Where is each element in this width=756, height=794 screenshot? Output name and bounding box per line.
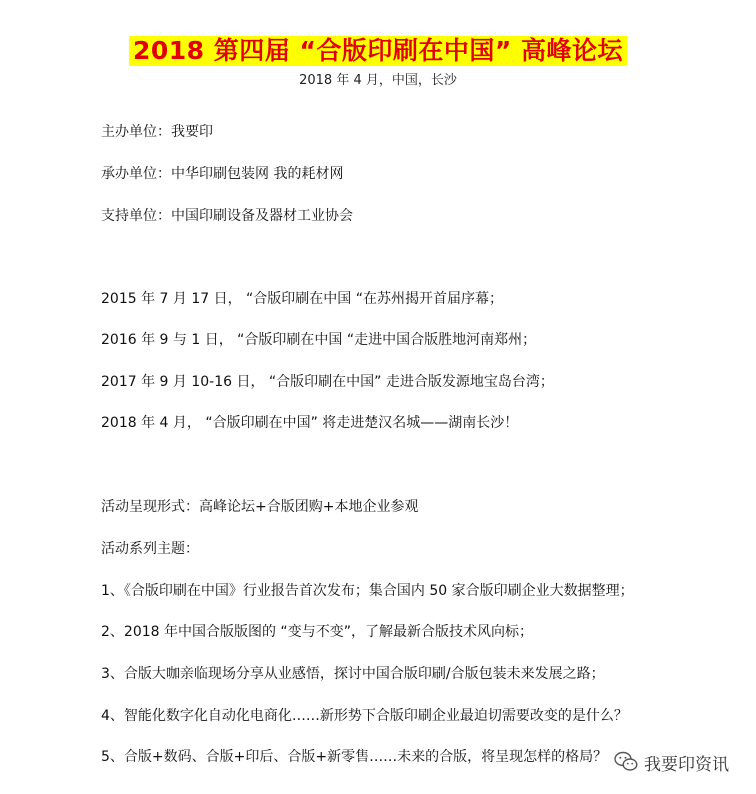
theme-item: 4、智能化数字化自动化电商化……新形势下合版印刷企业最迫切需要改变的是什么？ <box>101 708 628 724</box>
title-wrap <box>0 36 756 66</box>
watermark-text: 我要印资讯 <box>644 754 729 775</box>
themes-heading: 活动系列主题： <box>101 541 199 557</box>
history-item: 2016 年 9 与 1 日， “合版印刷在中国 “走进中国合版胜地河南郑州； <box>101 332 537 348</box>
theme-item: 5、合版+数码、合版+印后、合版+新零售……未来的合版，将呈现怎样的格局？ <box>101 749 608 765</box>
theme-item: 3、合版大咖亲临现场分享从业感悟，探讨中国合版印刷/合版包装未来发展之路； <box>101 666 605 682</box>
organizer-supporter: 支持单位：中国印刷设备及器材工业协会 <box>101 208 353 224</box>
history-item: 2018 年 4 月， “合版印刷在中国” 将走进楚汉名城——湖南长沙！ <box>101 415 519 431</box>
organizer-host: 主办单位：我要印 <box>101 124 213 140</box>
wechat-icon <box>614 751 638 773</box>
watermark <box>614 750 729 774</box>
theme-item: 1、《合版印刷在中国》行业报告首次发布；集合国内 50 家合版印刷企业大数据整理； <box>101 583 634 599</box>
organizer-undertaker: 承办单位：中华印刷包装网 我的耗材网 <box>101 166 344 182</box>
history-item: 2015 年 7 月 17 日， “合版印刷在中国 “在苏州揭开首届序幕； <box>101 291 504 307</box>
document-title: 2018 第四届 “合版印刷在中国” 高峰论坛 <box>129 36 627 66</box>
history-item: 2017 年 9 月 10-16 日， “合版印刷在中国” 走进合版发源地宝岛台湾； <box>101 374 554 390</box>
document-subtitle: 2018 年 4 月，中国，长沙 <box>299 73 457 88</box>
theme-item: 2、2018 年中国合版版图的 “变与不变”，了解最新合版技术风向标； <box>101 624 533 640</box>
activity-form: 活动呈现形式：高峰论坛+合版团购+本地企业参观 <box>101 499 419 515</box>
